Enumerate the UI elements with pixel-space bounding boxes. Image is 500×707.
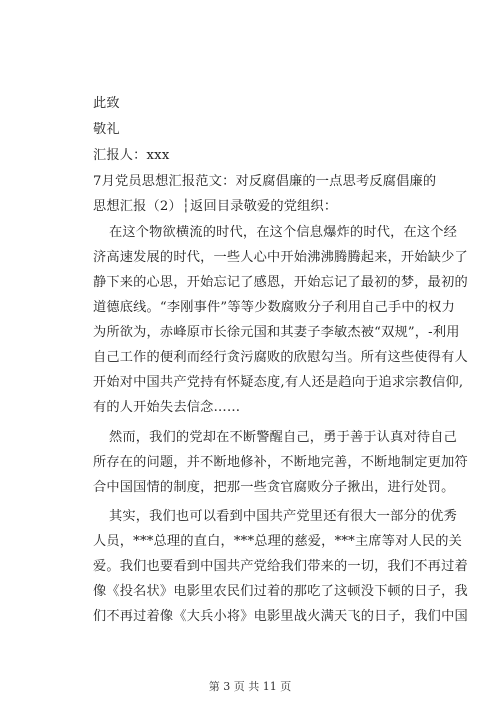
p2-line-3: 合中国国情的制度，把那一些贪官腐败分子揪出，进行处罚。	[93, 480, 455, 495]
p3-line-2: 人员，***总理的直白，***总理的慈爱，***主席等对人民的关	[93, 534, 463, 549]
reporter-line: 汇报人：xxx	[93, 148, 170, 163]
p3-line-3: 爱。我们也要看到中国共产党给我们带来的一切，我们不再过着	[93, 559, 468, 574]
p1-line-7: 开始对中国共产党持有怀疑态度,有人还是趋向于追求宗教信仰,	[93, 375, 464, 390]
p3-line-1: 其实，我们也可以看到中国共产党里还有很大一部分的优秀	[109, 509, 458, 524]
p1-line-4: 道德底线。“李刚事件”等等少数腐败分子利用自己手中的权力	[93, 300, 455, 315]
title-line-2: 思想汇报（2）┆返回目录敬爱的党组织：	[93, 199, 338, 214]
p3-line-4: 像《投名状》电影里农民们过着的那吃了这顿没下顿的日子，我	[93, 584, 468, 599]
closing-salute: 敬礼	[93, 122, 120, 137]
p1-line-8: 有的人开始失去信念……	[93, 400, 241, 415]
p1-line-5: 为所欲为，赤峰原市长徐元国和其妻子李敏杰被“双规”，-利用	[93, 325, 460, 340]
closing-greeting: 此致	[93, 96, 120, 111]
p1-line-1: 在这个物欲横流的时代，在这个信息爆炸的时代，在这个经	[109, 225, 458, 240]
p2-line-2: 所存在的问题，并不断地修补，不断地完善，不断地制定更加符	[93, 455, 468, 470]
p3-line-5: 们不再过着像《大兵小将》电影里战火满天飞的日子，我们中国	[93, 609, 468, 624]
p1-line-3: 静下来的心思，开始忘记了感恩，开始忘记了最初的梦，最初的	[93, 275, 468, 290]
p2-line-1: 然而，我们的党却在不断警醒自己，勇于善于认真对待自己	[109, 430, 458, 445]
title-line-1: 7月党员思想汇报范文：对反腐倡廉的一点思考反腐倡廉的	[93, 174, 437, 189]
p1-line-2: 济高速发展的时代，一些人心中开始沸沸腾腾起来，开始缺少了	[93, 250, 468, 265]
p1-line-6: 自己工作的便利而经行贪污腐败的欣慰勾当。所有这些使得有人	[93, 350, 468, 365]
page-footer: 第 3 页 共 11 页	[208, 680, 292, 693]
